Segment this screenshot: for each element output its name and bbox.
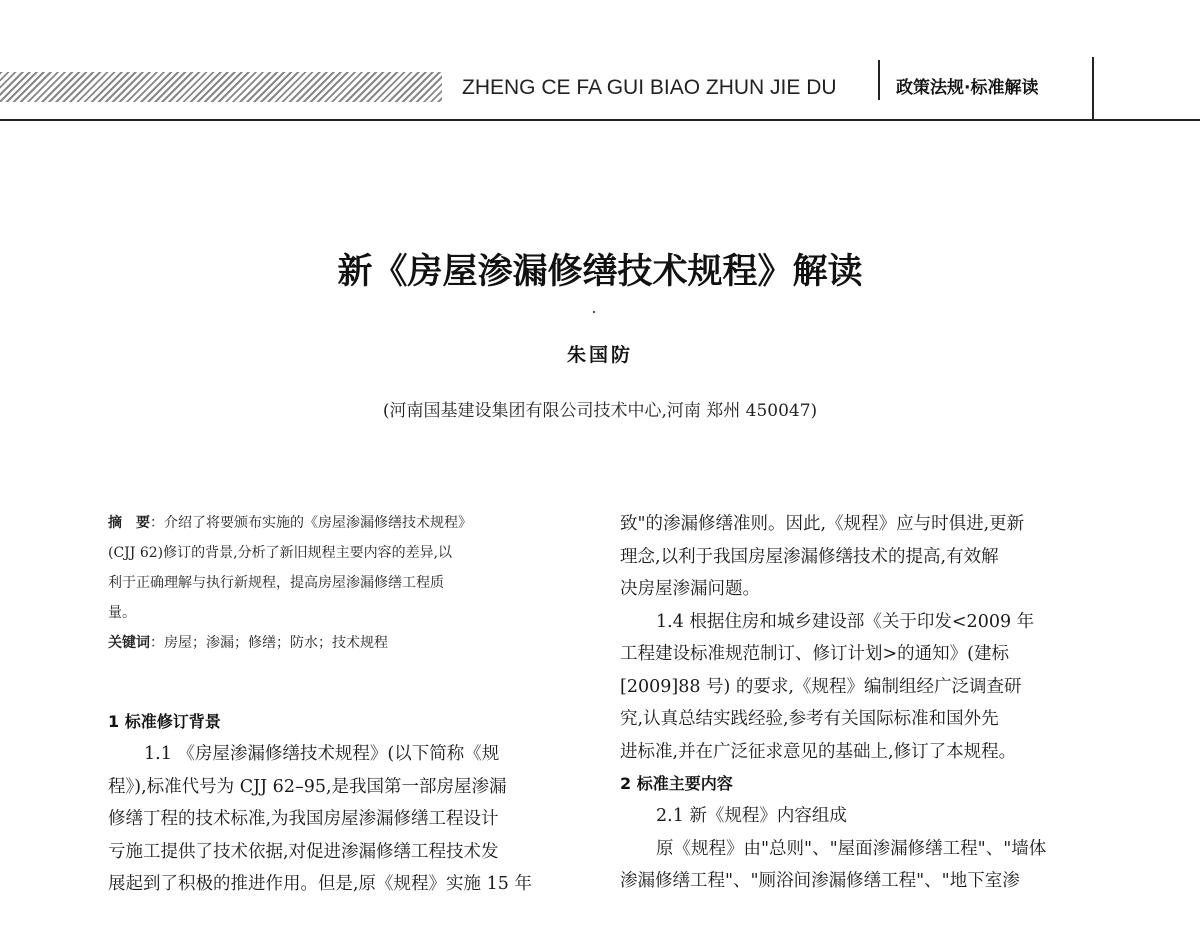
body-line: 渗漏修缮工程"、"厕浴间渗漏修缮工程"、"地下室渗 — [620, 871, 1020, 891]
body-line: 致"的渗漏修缮准则。因此,《规程》应与时俱进,更新 — [620, 514, 1025, 534]
header-divider-2 — [1092, 57, 1094, 121]
body-line: 工程建设标准规范制订、修订计划>的通知》(建标 — [620, 644, 1009, 664]
body-line: 亏施工提供了技术依据,对促进渗漏修缮工程技术发 — [108, 841, 499, 862]
right-column — [620, 508, 1094, 898]
body-line: 修缮丁程的技术标准,为我国房屋渗漏修缮工程设计 — [108, 809, 499, 829]
abstract-line: 利于正确理解与执行新规程，提高房屋渗漏修缮工程质 — [108, 575, 444, 591]
body-line: 1.1 《房屋渗漏修缮技术规程》(以下简称《规 — [144, 744, 500, 764]
article-author: 朱国防 — [566, 344, 633, 366]
abstract-label: 摘 要 — [108, 515, 150, 531]
body-line: [2009]88 号) 的要求,《规程》编制组经广泛调查研 — [620, 676, 1022, 697]
keywords-label: 关键词 — [108, 635, 150, 651]
body-line: 程》),标准代号为 CJJ 62–95,是我国第一部房屋渗漏 — [108, 776, 507, 797]
left-column — [108, 508, 578, 901]
section-2-heading: 2 标准主要内容 — [620, 774, 733, 793]
section-1-heading: 1 标准修订背景 — [108, 712, 221, 731]
header-rule — [0, 119, 1200, 121]
abstract-line: (CJJ 62)修订的背景,分析了新旧规程主要内容的差异,以 — [108, 545, 453, 561]
body-line: 进标准,并在广泛征求意见的基础上,修订了本规程。 — [620, 741, 1017, 762]
body-line: 原《规程》由"总则"、"屋面渗漏修缮工程"、"墙体 — [656, 838, 1047, 859]
header-hatch-bar — [0, 72, 442, 102]
subsection-heading: 2.1 新《规程》内容组成 — [656, 806, 847, 826]
body-line: 究,认真总结实践经验,参考有关国际标准和国外先 — [620, 709, 999, 729]
abstract-line: 摘 要：介绍了将要颁布实施的《房屋渗漏修缮技术规程》 — [108, 515, 472, 531]
body-line: 展起到了积极的推进作用。但是,原《规程》实施 15 年 — [108, 874, 532, 894]
abstract-line: 量。 — [108, 605, 136, 621]
body-line: 1.4 根据住房和城乡建设部《关于印发<2009 年 — [656, 611, 1035, 632]
header-english-title: ZHENG CE FA GUI BIAO ZHUN JIE DU — [462, 76, 837, 99]
keywords-line: 关键词：房屋；渗漏；修缮；防水；技术规程 — [108, 635, 388, 651]
stray-dot — [593, 311, 595, 313]
body-line: 理念,以利于我国房屋渗漏修缮技术的提高,有效解 — [620, 546, 999, 567]
body-line: 决房屋渗漏问题。 — [620, 579, 760, 599]
header-divider-1 — [878, 60, 880, 100]
header-chinese-title: 政策法规·标准解读 — [896, 78, 1039, 98]
article-title: 新《房屋渗漏修缮技术规程》解读 — [337, 251, 863, 292]
article-affiliation: (河南国基建设集团有限公司技术中心,河南 郑州 450047) — [382, 401, 818, 421]
